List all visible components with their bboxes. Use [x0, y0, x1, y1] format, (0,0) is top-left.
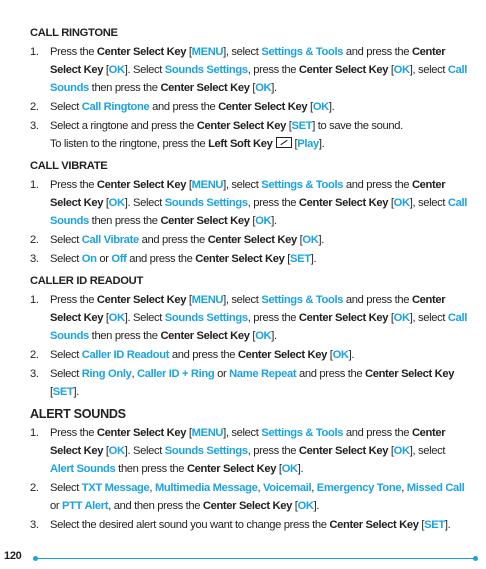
step: 3. Select a ringtone and press the Center Select Key [SET] to save the sound. To listen to the ringtone, press the Left Soft Key [Play].	[30, 120, 403, 150]
footer-dot-left	[33, 556, 38, 561]
step: 1. Press the Center Select Key [MENU], select Settings & Tools and press the Center Select Key [OK]. Select Sounds Settings, press the Center Select Key [OK], select Call Sounds then press the Center Select Key [OK].	[30, 179, 468, 227]
step: 2. Select Call Vibrate and press the Center Select Key [OK].	[30, 234, 325, 246]
step: 2. Select Call Ringtone and press the Center Select Key [OK].	[30, 101, 335, 113]
section-alert-sounds	[30, 405, 470, 534]
page-content	[30, 24, 470, 538]
step: 1. Press the Center Select Key [MENU], select Settings & Tools and press the Center Select Key [OK]. Select Sounds Settings, press the Center Select Key [OK], select Call Sounds then press the Center Select Key [OK].	[30, 294, 468, 342]
section-heading: CALL VIBRATE	[30, 160, 108, 172]
section-call-vibrate	[30, 157, 470, 268]
footer-divider	[36, 558, 476, 559]
section-heading: ALERT SOUNDS	[30, 407, 126, 421]
step: 2. Select TXT Message, Multimedia Message, Voicemail, Emergency Tone, Missed Call or PTT Alert, and then press the Center Select Key [OK].	[30, 482, 465, 512]
section-call-ringtone	[30, 24, 470, 153]
step: 2. Select Caller ID Readout and press the Center Select Key [OK].	[30, 349, 355, 361]
section-heading: CALLER ID READOUT	[30, 275, 143, 287]
step: 1. Press the Center Select Key [MENU], select Settings & Tools and press the Center Select Key [OK]. Select Sounds Settings, press the Center Select Key [OK], select Call Sounds then press the Center Select Key [OK].	[30, 46, 468, 94]
footer-dot-right	[473, 556, 478, 561]
page-number: 120	[4, 550, 22, 562]
step: 3. Select On or Off and press the Center Select Key [SET].	[30, 253, 317, 265]
section-caller-id-readout	[30, 272, 470, 401]
left-soft-key-icon	[276, 137, 292, 148]
step: 3. Select the desired alert sound you want to change press the Center Select Key [SET].	[30, 519, 451, 531]
step: 3. Select Ring Only, Caller ID + Ring or Name Repeat and press the Center Select Key [SET].	[30, 368, 455, 398]
step: 1. Press the Center Select Key [MENU], select Settings & Tools and press the Center Select Key [OK]. Select Sounds Settings, press the Center Select Key [OK], select Alert Sounds then press the Center Select Key [OK].	[30, 427, 446, 475]
section-heading: CALL RINGTONE	[30, 27, 118, 39]
